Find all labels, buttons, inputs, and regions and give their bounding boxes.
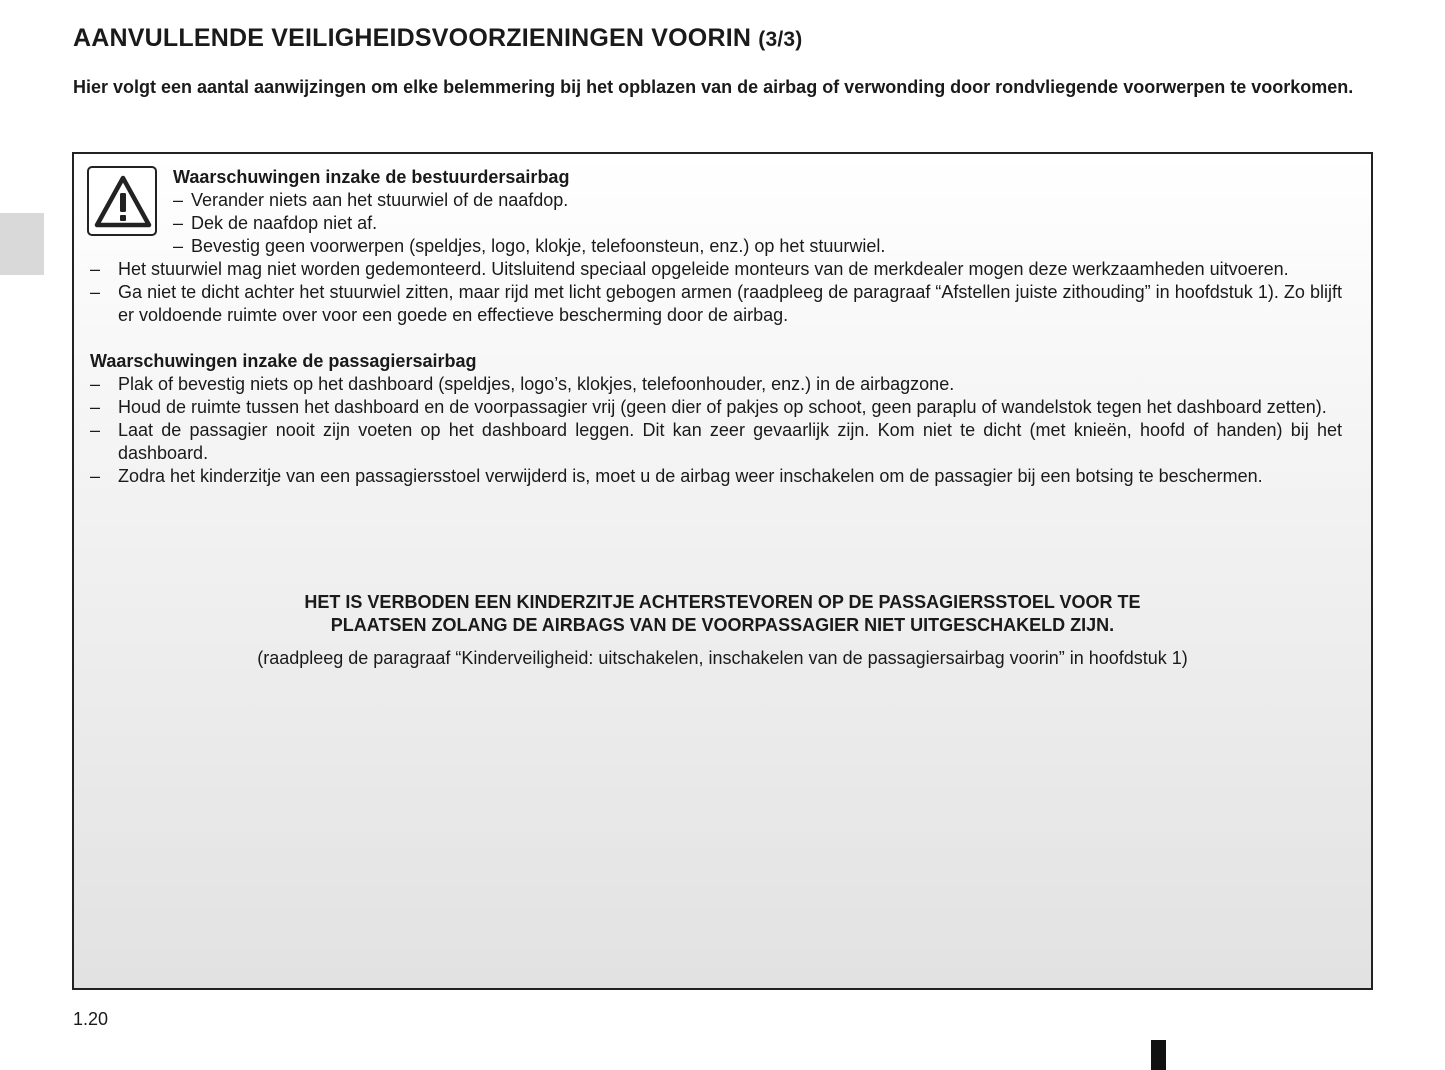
notice-reference: (raadpleeg de paragraaf “Kinderveiligheid: uitschakelen, inschakelen van de passagiersairbag voorin” in hoofdstuk 1) (257, 648, 1188, 668)
list-item: – Plak of bevestig niets op het dashboard (speldjes, logo’s, klokjes, telefoonhouder, enz.) in de airbagzone. (90, 373, 1342, 396)
chapter-tab (0, 213, 44, 275)
list-item: – Bevestig geen voorwerpen (speldjes, logo, klokje, telefoonsteun, enz.) op het stuurwiel. (173, 235, 1342, 258)
list-item: – Het stuurwiel mag niet worden gedemonteerd. Uitsluitend speciaal opgeleide monteurs van de merkdealer mogen deze werkzaamheden uitvoeren. (90, 258, 1342, 281)
list-item: – Ga niet te dicht achter het stuurwiel zitten, maar rijd met licht gebogen armen (raadpleeg de paragraaf “Afstellen juiste zithouding” in hoofdstuk 1). Zo blijft er voldoende ruimte over voor een goede en effectieve bescherming door de airbag. (90, 281, 1342, 327)
passenger-list (90, 373, 1342, 488)
child-seat-notice (74, 591, 1371, 670)
list-item: – Zodra het kinderzitje van een passagiersstoel verwijderd is, moet u de airbag weer inschakelen om de passagier bij een botsing te beschermen. (90, 465, 1342, 488)
page-number: 1.20 (73, 1009, 109, 1029)
driver-short-list (173, 189, 1342, 258)
notice-line-1: HET IS VERBODEN EEN KINDERZITJE ACHTERSTEVOREN OP DE PASSAGIERSSTOEL VOOR TE (304, 592, 1141, 612)
driver-list (90, 258, 1342, 327)
page-title-suffix: (3/3) (758, 28, 803, 51)
warning-text (90, 166, 1342, 488)
intro-paragraph: Hier volgt een aantal aanwijzingen om elke belemmering bij het opblazen van de airbag of verwonding door rondvliegende voorwerpen te voorkomen. (73, 77, 1354, 97)
list-item: – Dek de naafdop niet af. (173, 212, 1342, 235)
passenger-airbag-heading: Waarschuwingen inzake de passagiersairbag (90, 351, 477, 371)
driver-airbag-heading: Waarschuwingen inzake de bestuurdersairbag (173, 167, 570, 187)
warning-box (72, 152, 1373, 990)
print-mark (1151, 1040, 1166, 1070)
list-item: – Houd de ruimte tussen het dashboard en de voorpassagier vrij (geen dier of pakjes op schoot, geen paraplu of wandelstok tegen het dashboard zetten). (90, 396, 1342, 419)
list-item: – Laat de passagier nooit zijn voeten op het dashboard leggen. Dit kan zeer gevaarlijk zijn. Kom niet te dicht (met knieën, hoofd of handen) bij het dashboard. (90, 419, 1342, 465)
page-title-main: AANVULLENDE VEILIGHEIDSVOORZIENINGEN VOORIN (73, 24, 752, 52)
driver-section-top (90, 166, 1342, 258)
notice-line-2: PLAATSEN ZOLANG DE AIRBAGS VAN DE VOORPASSAGIER NIET UITGESCHAKELD ZIJN. (330, 615, 1115, 635)
list-item: – Verander niets aan het stuurwiel of de naafdop. (173, 189, 1342, 212)
page-title (73, 24, 802, 53)
